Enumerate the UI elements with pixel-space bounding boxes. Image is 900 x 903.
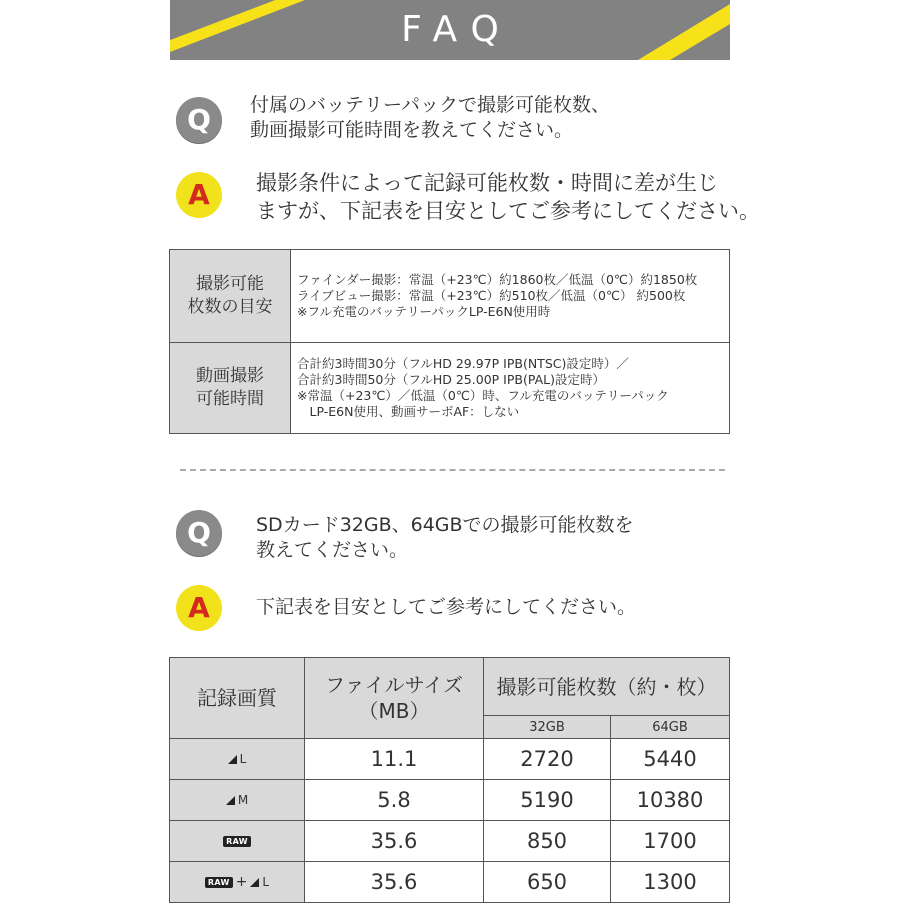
row-size: 35.6 bbox=[305, 821, 484, 862]
row-64gb: 1700 bbox=[611, 821, 730, 862]
row-32gb: 5190 bbox=[484, 780, 611, 821]
row-64gb: 1300 bbox=[611, 862, 730, 903]
table-row bbox=[170, 821, 730, 862]
shots-body-line-3: ※フル充電のバッテリーパックLP-E6N使用時 bbox=[297, 304, 551, 319]
shots-body bbox=[291, 250, 730, 343]
section-divider bbox=[180, 469, 725, 471]
answer-1-line-2: ますが、下記表を目安としてご参考にしてください。 bbox=[256, 199, 760, 223]
row-64gb: 5440 bbox=[611, 739, 730, 780]
shots-head bbox=[170, 250, 291, 343]
row-size: 11.1 bbox=[305, 739, 484, 780]
question-text-2 bbox=[256, 513, 634, 563]
movie-head-line-1: 動画撮影 bbox=[196, 366, 264, 386]
question-2-line-2: 教えてください。 bbox=[256, 539, 409, 561]
movie-body-line-1: 合計約3時間30分（フルHD 29.97P IPB(NTSC)設定時）／ bbox=[297, 356, 629, 371]
header-64gb: 64GB bbox=[611, 716, 730, 739]
row-32gb: 850 bbox=[484, 821, 611, 862]
battery-table-row-shots bbox=[170, 250, 730, 343]
question-1-line-1: 付属のバッテリーパックで撮影可能枚数、 bbox=[250, 94, 611, 116]
header-size bbox=[305, 658, 484, 739]
quality-icon bbox=[226, 796, 235, 805]
table-row bbox=[170, 862, 730, 903]
movie-body bbox=[291, 343, 730, 434]
table-row bbox=[170, 780, 730, 821]
header-quality: 記録画質 bbox=[170, 658, 305, 739]
banner-title: FAQ bbox=[401, 9, 513, 50]
quality-icon bbox=[250, 878, 259, 887]
row-size: 5.8 bbox=[305, 780, 484, 821]
movie-head-line-2: 可能時間 bbox=[196, 389, 264, 409]
row-label-raw-plus-l bbox=[170, 862, 305, 903]
movie-body-line-4: LP-E6N使用、動画サーボAF：しない bbox=[297, 404, 520, 419]
answer-text-2 bbox=[256, 595, 636, 620]
shots-body-line-1: ファインダー撮影：常温（+23℃）約1860枚／低温（0℃）約1850枚 bbox=[297, 272, 698, 287]
movie-body-line-2: 合計約3時間50分（フルHD 25.00P IPB(PAL)設定時） bbox=[297, 372, 605, 387]
shots-body-line-2: ライブビュー撮影：常温（+23℃）約510枚／低温（0℃） 約500枚 bbox=[297, 288, 686, 303]
header-shots: 撮影可能枚数（約・枚） bbox=[484, 658, 730, 716]
raw-icon: RAW bbox=[205, 877, 233, 888]
answer-1-line-1: 撮影条件によって記録可能枚数・時間に差が生じ bbox=[256, 171, 718, 195]
row-label-l bbox=[170, 739, 305, 780]
question-1-line-2: 動画撮影可能時間を教えてください。 bbox=[250, 119, 574, 141]
question-badge-1: Q bbox=[176, 97, 222, 143]
header-32gb: 32GB bbox=[484, 716, 611, 739]
shots-head-line-2: 枚数の目安 bbox=[187, 297, 273, 317]
table-row bbox=[170, 739, 730, 780]
answer-badge-1: A bbox=[176, 172, 222, 218]
answer-text-1 bbox=[256, 169, 760, 225]
row-label-raw-plus-l-text: L bbox=[262, 875, 270, 889]
faq-banner bbox=[170, 0, 730, 60]
shots-head-line-1: 撮影可能 bbox=[196, 274, 264, 294]
row-32gb: 2720 bbox=[484, 739, 611, 780]
capacity-table bbox=[169, 657, 730, 903]
raw-icon: RAW bbox=[223, 836, 251, 847]
question-badge-2: Q bbox=[176, 510, 222, 556]
plus-sign: + bbox=[235, 874, 248, 890]
row-32gb: 650 bbox=[484, 862, 611, 903]
row-64gb: 10380 bbox=[611, 780, 730, 821]
row-label-l-text: L bbox=[239, 752, 247, 766]
movie-head bbox=[170, 343, 291, 434]
header-size-line-2: （MB） bbox=[358, 699, 430, 723]
row-size: 35.6 bbox=[305, 862, 484, 903]
header-size-line-1: ファイルサイズ bbox=[325, 673, 463, 697]
answer-badge-2: A bbox=[176, 585, 222, 631]
quality-icon bbox=[228, 755, 237, 764]
row-label-m-text: M bbox=[237, 793, 249, 807]
row-label-m bbox=[170, 780, 305, 821]
question-text-1 bbox=[250, 93, 610, 143]
answer-2-line-1: 下記表を目安としてご参考にしてください。 bbox=[256, 596, 637, 618]
battery-table bbox=[169, 249, 730, 434]
row-label-raw bbox=[170, 821, 305, 862]
question-2-line-1: SDカード32GB、64GBでの撮影可能枚数を bbox=[256, 514, 634, 536]
movie-body-line-3: ※常温（+23℃）／低温（0℃）時、フル充電のバッテリーパック bbox=[297, 388, 669, 403]
battery-table-row-movie bbox=[170, 343, 730, 434]
capacity-header-row bbox=[170, 658, 730, 716]
